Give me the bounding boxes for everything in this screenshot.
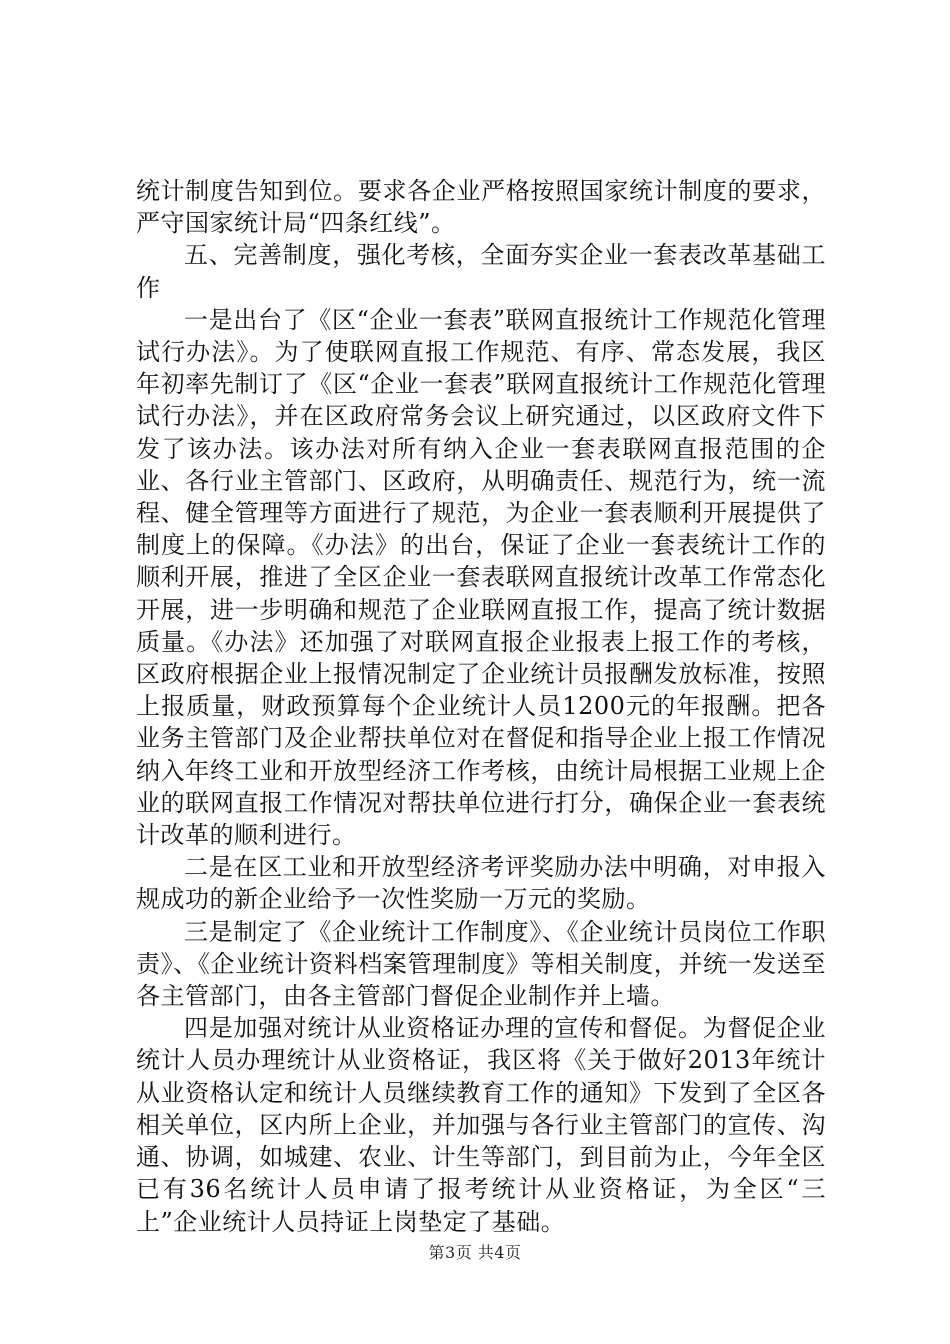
paragraph-1: 统计制度告知到位。要求各企业严格按照国家统计制度的要求，严守国家统计局“四条红线”。	[136, 177, 826, 238]
paragraph-4: 二是在区工业和开放型经济考评奖励办法中明确，对申报入规成功的新企业给予一次性奖励一万元的奖励。	[136, 853, 826, 914]
paragraph-3: 一是出台了《区“企业一套表”联网直报统计工作规范化管理试行办法》。为了使联网直报工作规范、有序、常态发展，我区年初率先制订了《区“企业一套表”联网直报统计工作规范化管理试行办法》，并在区政府常务会议上研究通过，以区政府文件下发了该办法。该办法对所有纳入企业一套表联网直报范围的企业、各行业主管部门、区政府，从明确责任、规范行为，统一流程、健全管理等方面进行了规范，为企业一套表顺利开展提供了制度上的保障。《办法》的出台，保证了企业一套表统计工作的顺利开展，推进了全区企业一套表联网直报统计改革工作常态化开展，进一步明确和规范了企业联网直报工作，提高了统计数据质量。《办法》还加强了对联网直报企业报表上报工作的考核，区政府根据企业上报情况制定了企业统计员报酬发放标准，按照上报质量，财政预算每个企业统计人员1200元的年报酬。把各业务主管部门及企业帮扶单位对在督促和指导企业上报工作情况纳入年终工业和开放型经济工作考核，由统计局根据工业规上企业的联网直报工作情况对帮扶单位进行打分，确保企业一套表统计改革的顺利进行。	[136, 305, 826, 850]
document-body	[136, 175, 826, 1238]
paragraph-section-heading: 五、完善制度，强化考核，全面夯实企业一套表改革基础工作	[136, 241, 826, 302]
page-footer: 第3页 共4页	[428, 1243, 522, 1262]
paragraph-5: 三是制定了《企业统计工作制度》、《企业统计员岗位工作职责》、《企业统计资料档案管理制度》等相关制度，并统一发送至各主管部门，由各主管部门督促企业制作并上墙。	[136, 917, 826, 1011]
paragraph-6: 四是加强对统计从业资格证办理的宣传和督促。为督促企业统计人员办理统计从业资格证，我区将《关于做好2013年统计从业资格认定和统计人员继续教育工作的通知》下发到了全区各相关单位，区内所上企业，并加强与各行业主管部门的宣传、沟通、协调，如城建、农业、计生等部门，到目前为止，今年全区已有36名统计人员申请了报考统计从业资格证，为全区“三上”企业统计人员持证上岗垫定了基础。	[136, 1014, 826, 1236]
